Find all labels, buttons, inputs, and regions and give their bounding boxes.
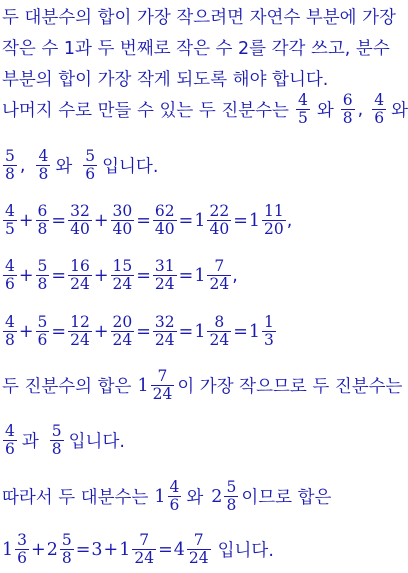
plus-sign: + — [93, 265, 109, 286]
fraction — [36, 148, 50, 184]
text: , — [357, 99, 364, 120]
equation-line — [2, 314, 277, 350]
text-line — [2, 423, 125, 459]
equals-sign: = — [178, 321, 194, 342]
denominator: 24 — [112, 331, 133, 350]
denominator: 24 — [154, 275, 175, 294]
fraction — [83, 148, 97, 184]
equals-sign: = — [51, 210, 67, 231]
text-line — [2, 35, 390, 60]
denominator: 6 — [5, 275, 15, 294]
numerator: 5 — [61, 531, 72, 549]
whole-number: 3 — [91, 539, 103, 560]
denominator: 24 — [209, 331, 230, 350]
fraction — [296, 92, 310, 128]
whole-number: 1 — [2, 539, 14, 560]
plus-sign: + — [31, 539, 46, 560]
numerator: 30 — [112, 202, 133, 220]
proper-fractions-line — [2, 148, 158, 184]
numerator: 31 — [154, 257, 175, 275]
fraction — [3, 258, 17, 294]
fraction — [60, 532, 74, 568]
numerator: 3 — [17, 531, 28, 549]
fraction — [111, 203, 135, 239]
fraction — [372, 92, 386, 128]
plus-sign: + — [18, 265, 34, 286]
text: 두 진분수의 합은 — [2, 377, 132, 398]
whole-number: 1 — [248, 210, 260, 231]
fraction — [151, 368, 175, 404]
numerator: 15 — [112, 257, 133, 275]
fraction — [224, 479, 238, 515]
plus-sign: + — [18, 210, 34, 231]
text: 입니다. — [102, 157, 159, 178]
equals-sign: = — [136, 265, 151, 286]
text: 입니다. — [217, 541, 274, 562]
denominator: 6 — [169, 496, 180, 515]
numerator: 16 — [70, 257, 90, 275]
denominator: 24 — [134, 549, 155, 568]
text: 두 대분수의 합이 가장 작으려면 자연수 부분에 가장 — [2, 8, 396, 28]
denominator: 8 — [342, 109, 353, 128]
denominator: 40 — [70, 220, 90, 239]
whole-number: 2 — [211, 486, 223, 507]
numerator: 4 — [5, 313, 15, 331]
whole-number: 4 — [173, 539, 185, 560]
fraction — [207, 258, 231, 294]
fraction — [36, 203, 50, 239]
denominator: 40 — [209, 220, 230, 239]
equation-line — [2, 258, 238, 294]
numerator: 4 — [374, 91, 385, 109]
text: 나머지 수로 만들 수 있는 두 진분수는 — [2, 101, 289, 122]
denominator: 8 — [5, 331, 15, 350]
text: 와 — [316, 101, 334, 122]
equals-sign: = — [158, 539, 173, 560]
text: 과 — [21, 432, 39, 453]
denominator: 24 — [188, 549, 209, 568]
denominator: 6 — [17, 549, 28, 568]
fraction — [168, 479, 182, 515]
whole-number: 2 — [46, 539, 58, 560]
proper-fractions-line — [2, 92, 408, 128]
whole-number: 1 — [119, 539, 131, 560]
plus-sign: + — [103, 539, 119, 560]
denominator: 8 — [51, 440, 62, 459]
text: 입니다. — [68, 432, 125, 453]
denominator: 8 — [37, 275, 48, 294]
denominator: 24 — [70, 275, 90, 294]
fraction — [3, 423, 17, 459]
fraction — [36, 314, 50, 350]
fraction — [153, 314, 177, 350]
denominator: 6 — [37, 331, 48, 350]
denominator: 8 — [5, 165, 15, 184]
equals-sign: = — [51, 265, 67, 286]
whole-number: 1 — [194, 265, 206, 286]
denominator: 24 — [152, 385, 173, 404]
fraction — [207, 314, 231, 350]
fraction — [153, 258, 177, 294]
denominator: 24 — [70, 331, 90, 350]
whole-number: 1 — [194, 321, 206, 342]
numerator: 4 — [5, 422, 15, 440]
fraction — [262, 203, 286, 239]
text: 이므로 합은 — [241, 488, 332, 509]
numerator: 4 — [5, 202, 15, 220]
fraction — [68, 258, 92, 294]
denominator: 8 — [37, 220, 48, 239]
whole-number: 1 — [137, 375, 149, 396]
numerator: 62 — [154, 202, 175, 220]
fraction — [111, 314, 135, 350]
numerator: 7 — [157, 367, 168, 385]
fraction — [111, 258, 135, 294]
numerator: 11 — [264, 202, 284, 220]
equals-sign: = — [178, 265, 194, 286]
fraction — [341, 92, 355, 128]
equation-line — [2, 203, 292, 239]
equals-sign: = — [178, 210, 194, 231]
numerator: 4 — [38, 147, 49, 165]
denominator: 40 — [112, 220, 133, 239]
denominator: 8 — [61, 549, 72, 568]
numerator: 6 — [37, 202, 48, 220]
denominator: 6 — [85, 165, 96, 184]
numerator: 20 — [112, 313, 133, 331]
denominator: 5 — [5, 220, 15, 239]
text-line — [2, 66, 328, 91]
denominator: 20 — [264, 220, 284, 239]
denominator: 8 — [226, 496, 237, 515]
plus-sign: + — [93, 210, 109, 231]
numerator: 5 — [226, 478, 237, 496]
fraction — [15, 532, 29, 568]
fraction — [3, 203, 17, 239]
numerator: 5 — [37, 313, 48, 331]
equals-sign: = — [136, 210, 151, 231]
text: 작은 수 1과 두 번째로 작은 수 2를 각각 쓰고, 분수 — [2, 39, 390, 59]
text: 와 — [55, 157, 73, 178]
numerator: 7 — [139, 531, 150, 549]
text: 와 — [186, 488, 204, 509]
text: 와 — [391, 101, 408, 122]
fraction — [50, 423, 64, 459]
numerator: 7 — [214, 257, 225, 275]
fraction — [68, 203, 92, 239]
numerator: 5 — [5, 147, 15, 165]
fraction — [132, 532, 156, 568]
numerator: 4 — [169, 478, 180, 496]
numerator: 6 — [342, 91, 353, 109]
numerator: 12 — [70, 313, 90, 331]
numerator: 1 — [264, 313, 274, 331]
numerator: 4 — [5, 257, 15, 275]
numerator: 5 — [51, 422, 62, 440]
denominator: 8 — [38, 165, 49, 184]
fraction — [3, 148, 17, 184]
text: 부분의 합이 가장 작게 되도록 해야 합니다. — [2, 70, 329, 90]
text: , — [19, 155, 26, 176]
whole-number: 1 — [154, 486, 166, 507]
equals-sign: = — [75, 539, 91, 560]
fraction — [207, 203, 231, 239]
numerator: 22 — [209, 202, 230, 220]
fraction — [262, 314, 276, 350]
numerator: 32 — [154, 313, 175, 331]
text-line — [2, 4, 396, 29]
whole-number: 1 — [248, 321, 260, 342]
text-line — [2, 368, 402, 404]
denominator: 3 — [264, 331, 274, 350]
plus-sign: + — [18, 321, 34, 342]
fraction — [68, 314, 92, 350]
equals-sign: = — [233, 210, 248, 231]
numerator: 4 — [297, 91, 308, 109]
fraction — [153, 203, 177, 239]
denominator: 6 — [374, 109, 385, 128]
numerator: 32 — [70, 202, 90, 220]
numerator: 5 — [37, 257, 48, 275]
numerator: 8 — [214, 313, 225, 331]
fraction — [187, 532, 211, 568]
numerator: 5 — [85, 147, 96, 165]
denominator: 40 — [154, 220, 175, 239]
text: , — [286, 210, 293, 231]
denominator: 24 — [112, 275, 133, 294]
denominator: 24 — [209, 275, 230, 294]
text: , — [232, 265, 238, 286]
denominator: 6 — [5, 440, 15, 459]
text: 따라서 두 대분수는 — [2, 488, 149, 509]
numerator: 7 — [193, 531, 204, 549]
whole-number: 1 — [194, 210, 206, 231]
equals-sign: = — [233, 321, 248, 342]
denominator: 5 — [297, 109, 308, 128]
equals-sign: = — [51, 321, 67, 342]
fraction — [3, 314, 17, 350]
denominator: 24 — [154, 331, 175, 350]
text-line — [2, 479, 331, 515]
fraction — [36, 258, 50, 294]
plus-sign: + — [93, 321, 109, 342]
text: 이 가장 작으므로 두 진분수는 — [177, 377, 403, 398]
equals-sign: = — [136, 321, 151, 342]
final-equation-line — [2, 532, 274, 568]
